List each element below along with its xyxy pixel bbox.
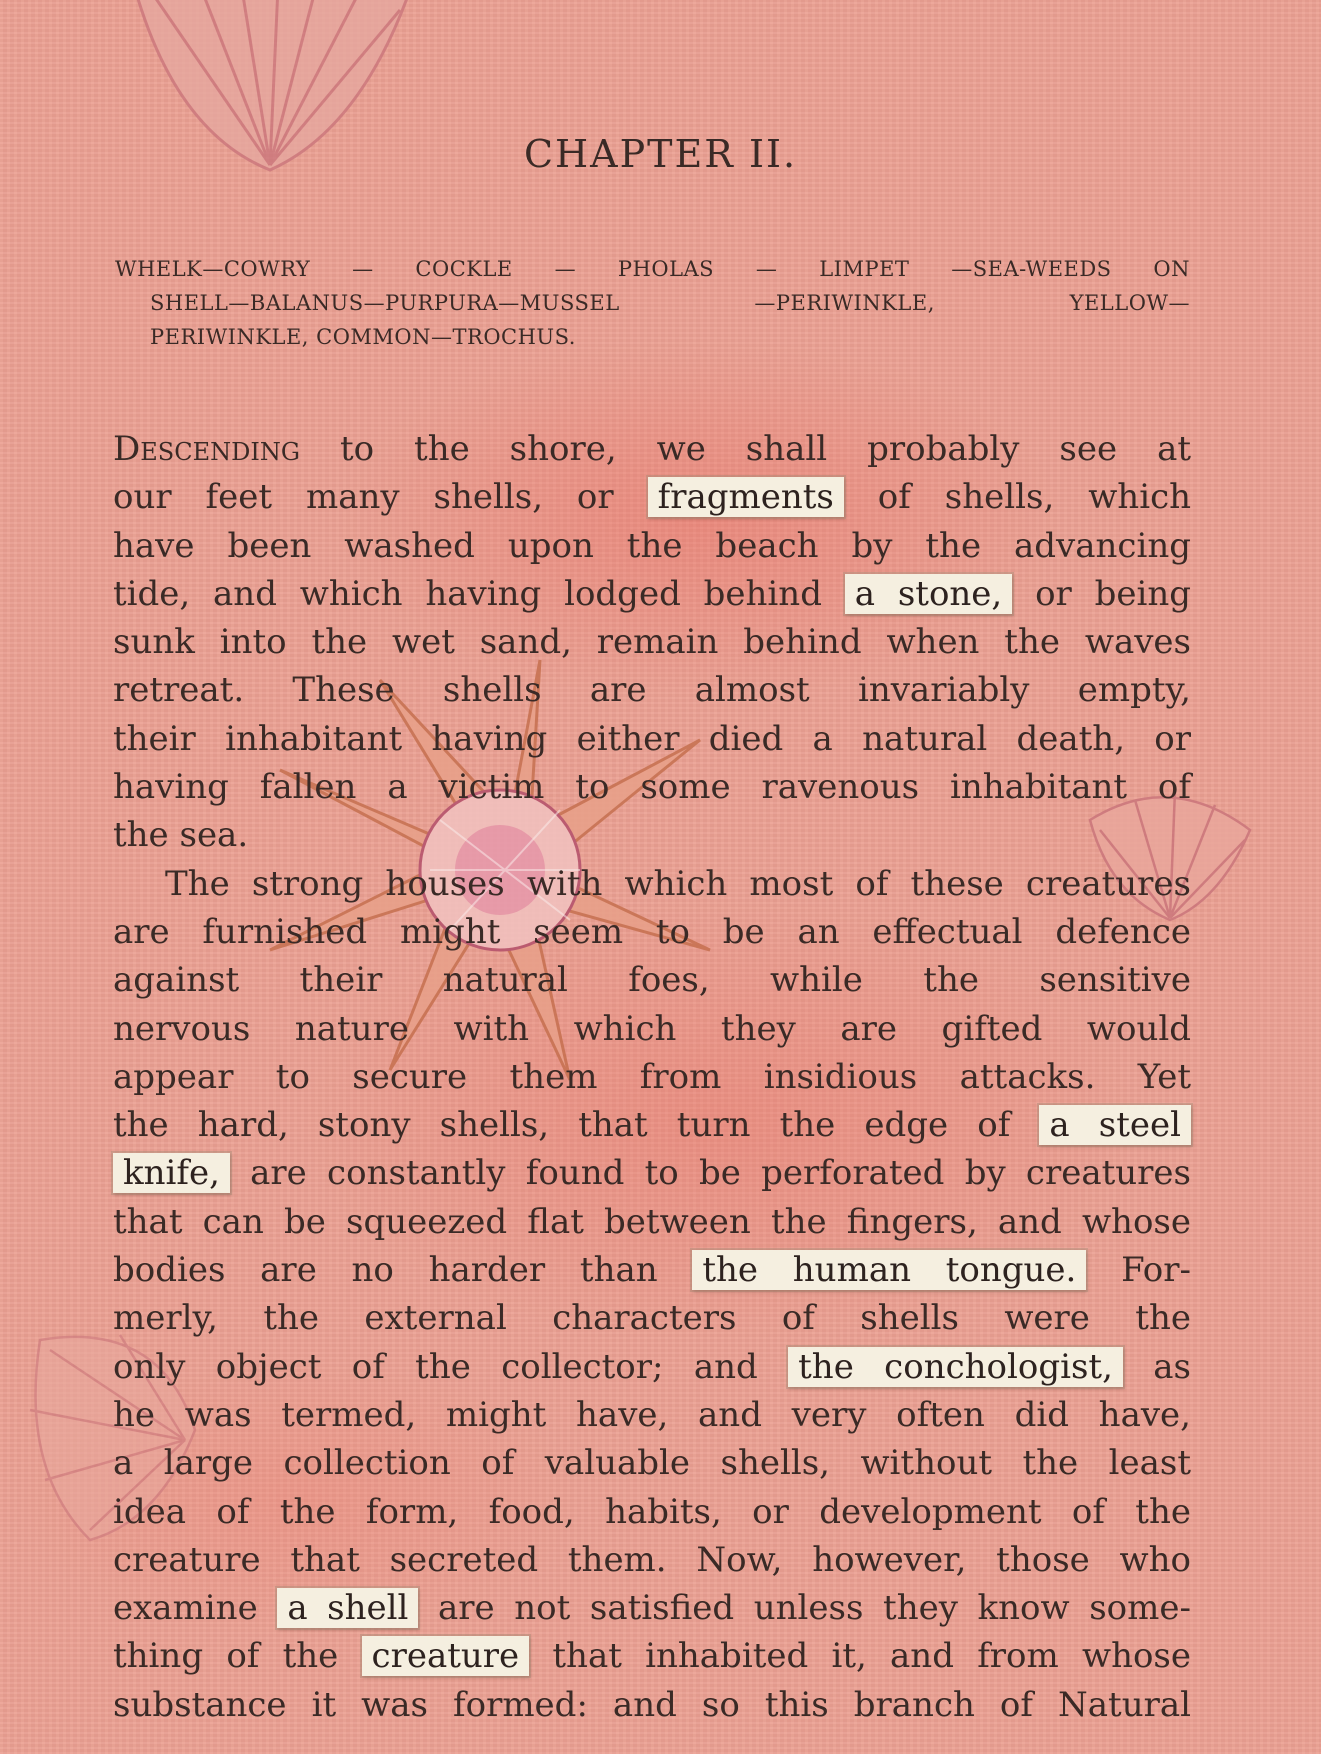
paper-clipping: the human tongue. [692,1250,1086,1290]
paper-clipping: a steel [1039,1105,1191,1145]
text-segment: only object of the collector; and [113,1346,758,1387]
text-segment: bodies are no harder than [113,1250,658,1291]
text-line [113,473,1191,521]
text-line: creature that secreted them. Now, however, those who [113,1539,1191,1580]
drop-word: Descending [113,429,300,469]
text-line: their inhabitant having either died a natural death, or [113,718,1191,759]
text-line: idea of the form, food, habits, or development of the [113,1491,1191,1532]
text-line: nervous nature with which they are gifted would [113,1008,1191,1049]
text-segment: the hard, stony shells, that turn the edge of [113,1105,1011,1146]
body-text [113,425,1191,1729]
text-line: merly, the external characters of shells were the [113,1298,1191,1339]
summary-line: SHELL—BALANUS—PURPURA—MUSSEL —PERIWINKLE, YELLOW— [150,291,1190,315]
text-line: The strong houses with which most of these creatures [165,863,1191,904]
text-segment: to the shore, we shall probably see at [339,429,1191,469]
text-line [113,1101,1191,1149]
text-segment: that inhabited it, and from whose [552,1636,1192,1677]
text-line: are furnished might seem to be an effectual defence [113,911,1191,952]
text-line [113,1246,1191,1294]
text-line [113,570,1191,618]
text-segment: are not satisfied unless they know some- [438,1588,1191,1629]
paper-clipping: the conchologist, [788,1347,1123,1387]
chapter-summary [115,252,1190,354]
text-line [113,1632,1191,1680]
paper-clipping: fragments [648,477,844,517]
paper-clipping: a shell [277,1588,418,1628]
text-segment: thing of the [113,1636,339,1677]
text-line: retreat. These shells are almost invariably empty, [113,670,1191,711]
text-line [113,1584,1191,1632]
paper-clipping: knife, [113,1153,230,1193]
text-line: having fallen a victim to some ravenous inhabitant of [113,767,1191,808]
text-segment: For- [1121,1250,1192,1291]
chapter-title: CHAPTER II. [523,132,798,176]
text-line [113,425,1191,473]
text-line [113,1343,1191,1391]
text-segment: our feet many shells, or [113,477,614,518]
paper-clipping: creature [362,1636,530,1676]
text-segment: examine [113,1588,258,1629]
text-segment: of shells, which [877,477,1192,518]
summary-line: WHELK—COWRY — COCKLE — PHOLAS — LIMPET —SEA-WEEDS ON [115,257,1190,281]
text-line: he was termed, might have, and very often did have, [113,1394,1191,1435]
text-line: have been washed upon the beach by the advancing [113,525,1191,566]
text-line: that can be squeezed flat between the fingers, and whose [113,1201,1191,1242]
text-line: substance it was formed: and so this branch of Natural [113,1684,1191,1725]
paper-clipping: a stone, [845,574,1012,614]
text-segment: as [1153,1346,1191,1387]
text-line: against their natural foes, while the sensitive [113,960,1191,1001]
text-line [113,1149,1191,1197]
text-segment: or being [1035,573,1192,614]
summary-line: PERIWINKLE, COMMON—TROCHUS. [150,325,576,349]
text-segment: tide, and which having lodged behind [113,573,822,614]
text-line: appear to secure them from insidious attacks. Yet [113,1056,1191,1097]
text-line: sunk into the wet sand, remain behind when the waves [113,622,1191,663]
text-segment: are constantly found to be perforated by creatures [250,1153,1191,1194]
text-line: a large collection of valuable shells, without the least [113,1443,1191,1484]
text-line: the sea. [113,815,249,856]
